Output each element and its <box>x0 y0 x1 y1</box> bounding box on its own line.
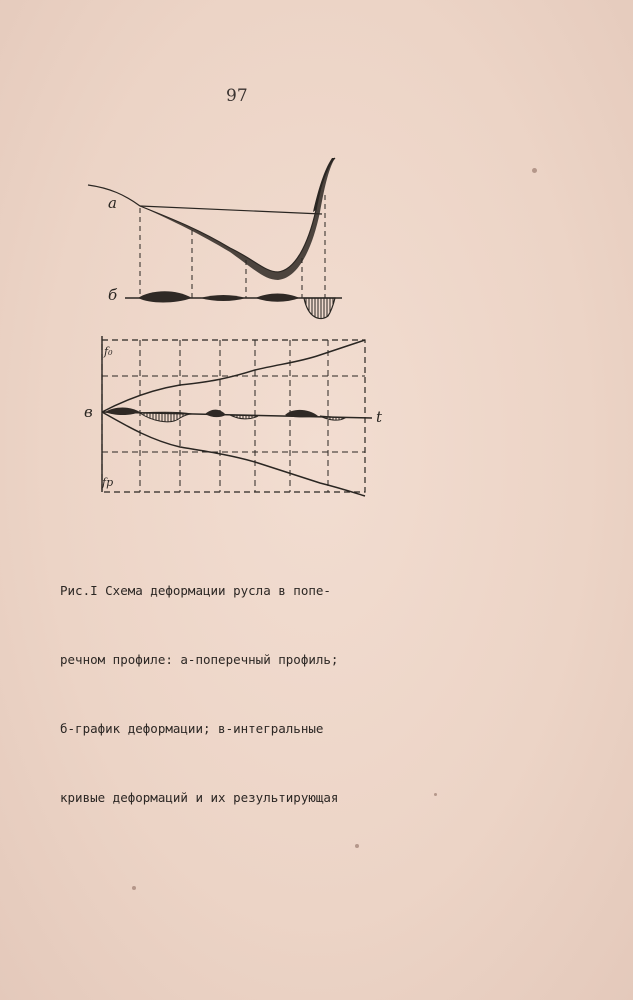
label-a: а <box>108 194 117 212</box>
original-profile-line <box>88 158 335 272</box>
figure-drawing <box>80 150 400 510</box>
caption-line: речном профиле: а-поперечный профиль; <box>60 652 339 667</box>
lower-integral-curve <box>102 412 365 496</box>
deformation-lobe <box>200 295 246 301</box>
water-level-line <box>140 206 322 214</box>
label-v: в <box>84 403 93 421</box>
label-f-bottom: fр <box>102 476 114 489</box>
resultant-hatched-lobe <box>230 415 258 419</box>
label-t: t <box>376 408 383 426</box>
paper-speck <box>132 886 136 890</box>
caption-line: кривые деформаций и их результирующая <box>60 790 339 805</box>
deformation-lobe <box>138 291 192 302</box>
paper-speck <box>434 793 437 796</box>
deformation-hatched-lobe <box>304 298 335 319</box>
paper-speck <box>532 168 537 173</box>
caption-line: Рис.I Схема деформации русла в попе- <box>60 583 331 598</box>
figure-deformation-scheme <box>80 150 400 510</box>
page-number: 97 <box>226 86 248 106</box>
figure-caption <box>60 533 420 832</box>
profile-erosion-area <box>140 158 335 280</box>
deformation-graph-group <box>125 291 342 318</box>
paper-speck <box>355 844 359 848</box>
label-b: б <box>108 286 118 304</box>
resultant-hatched-lobe <box>140 412 192 421</box>
caption-line: б-график деформации; в-интегральные <box>60 721 324 736</box>
label-f-top: f₀ <box>104 345 113 358</box>
deformation-lobe <box>255 294 300 302</box>
cross-profile-group <box>88 158 335 280</box>
integral-curves-group <box>102 336 372 496</box>
resultant-lobe <box>205 410 226 418</box>
